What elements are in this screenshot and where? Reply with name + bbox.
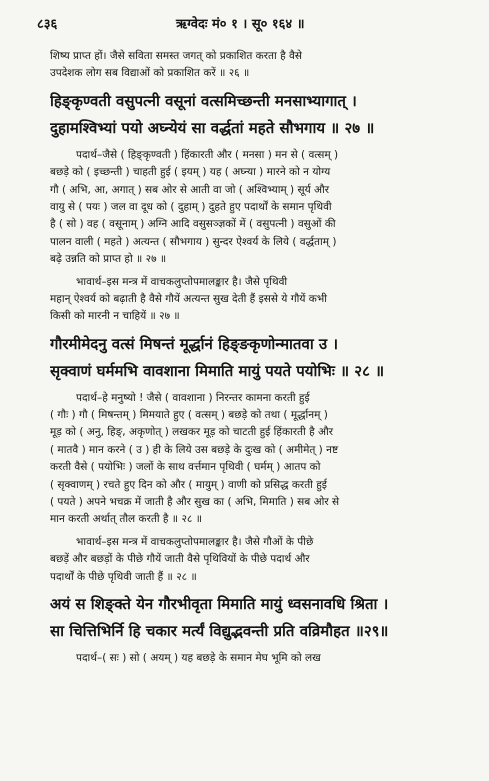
verse-line: गौरमीमेदनु वत्सं मिषन्तं मूर्द्धानं हिङ्ङकृणोन्मातवा उ ।: [50, 334, 339, 353]
text-line: महान् ऐश्वर्य को बढ़ाती है वैसे गौयें अत्यन्त सुख देती हैं इससे ये गौयें कभी: [50, 292, 327, 305]
text-line: ( गौः ) गौ ( मिषन्तम् ) मिमयाते हुए ( वत्सम् ) बछड़े को तथा ( मूर्द्धानम् ): [50, 409, 328, 422]
text-line: शिष्य प्राप्त हों। जैसे सविता समस्त जगत् को प्रकाशित करता है वैसे: [50, 50, 302, 62]
bhavartha-line: भावार्थ–इस मन्त्र में वाचकलुप्तोपमालङ्कार है। जैसे पृथिवी: [76, 275, 288, 288]
text-line: उपदेशक लोग सब विद्याओं को प्रकाशित करें ॥ २६ ॥: [50, 67, 250, 80]
text-line: बढ़े उन्नति को प्राप्त हो ॥ २७ ॥: [50, 253, 167, 266]
text-line: गौ ( अभि, आ, अगात् ) सब ओर से आती वा जो ( अश्विभ्याम् ) सूर्य और: [50, 183, 330, 196]
padartha-line: पदार्थ–जैसे ( हिङ्कृण्वती ) हिंकारती और ( मनसा ) मन से ( वत्सम् ): [76, 148, 339, 161]
running-title: ऋग्वेदः मं० १ । सू० १६४ ॥: [176, 17, 305, 32]
text-line: मूड़ को ( अनु, हिङ्, अकृणोत् ) लखकर मूड़ को चाटती हुई हिंकारती है और: [50, 426, 334, 439]
text-line: पदार्थों के पीछे पृथिवी जाती हैं ॥ २८ ॥: [50, 570, 197, 583]
page-body: [50, 48, 468, 667]
text-line: करती वैसे ( पयोभिः ) जलों के साथ वर्त्तमान पृथिवी ( घर्मम् ) आतप को: [50, 461, 321, 474]
text-line: किसी को मारनी न चाहियें ॥ २७ ॥: [50, 310, 180, 323]
text-line: है ( सो ) वह ( वसूनाम् ) अग्नि आदि वसुसञ्ज्ञकों में ( वसुपत्नी ) वसुओं की: [50, 218, 336, 231]
text-line: वायु से ( पयः ) जल वा दूध को ( दुहाम् ) दुहते हुए पदार्थों के समान पृथिवी: [50, 200, 332, 213]
page-header: [0, 0, 489, 32]
verse-line: सा चित्तिभिर्नि हि चकार मर्त्यं विद्युद्भवन्ती प्रति वव्रिमौहत ॥२९॥: [50, 621, 389, 640]
text-line: ( सृक्वाणम् ) रचते हुए दिन को और ( मायुम् ) वाणी को प्रसिद्ध करती हुई: [50, 478, 327, 491]
text-line: बछड़े को ( इच्छन्ती ) चाहती हुई ( इयम् ) यह ( अघ्न्या ) मारने को न योग्य: [50, 166, 331, 179]
bhavartha-line: भावार्थ–इस मन्त्र में वाचकलुप्तोपमालङ्कार है। जैसे गौओं के पीछे: [76, 535, 314, 548]
text-line: ( पयते ) अपने भचक्र में जाती है और सुख का ( अभि, मिमाति ) सब ओर से: [50, 496, 340, 509]
text-line: ( मातवै ) मान करने ( उ ) ही के लिये उस बछड़े के दुःख को ( अमीमेत् ) नष्ट: [50, 443, 339, 456]
text-line: मान करती अर्थात् तौल करती है ॥ २८ ॥: [50, 513, 202, 526]
padartha-line: पदार्थ–( सः ) सो ( अयम् ) यह बछड़े के समान मेघ भूमि को लख: [76, 651, 321, 664]
page-number: ८३६: [37, 17, 58, 32]
text-line: बछड़ें और बछड़ों के पीछे गौयें जाती वैसे पृथिवियों के पीछे पदार्थ और: [50, 553, 310, 566]
padartha-line: पदार्थ–हे मनुष्यो ! जैसे ( वावशाना ) निरन्तर कामना करती हुई: [76, 391, 310, 404]
verse-line: अयं स शिङ्क्ते येन गौरभीवृता मिमाति मायुं ध्वसनावधि श्रिता ।: [50, 594, 389, 613]
text-line: पालन वाली ( महते ) अत्यन्त ( सौभगाय ) सुन्दर ऐश्वर्य के लिये ( वर्द्धताम् ): [50, 235, 337, 248]
verse-line: सृक्वाणं घर्ममभि वावशाना मिमाति मायुं पयते पयोभिः ॥ २८ ॥: [50, 361, 385, 380]
verse-line: हिङ्कृण्वती वसुपत्नी वसूनां वत्समिच्छन्ती मनसाभ्यागात् ।: [50, 91, 357, 110]
verse-line: दुहामश्विभ्यां पयो अघ्न्येयं सा वर्द्धतां महते सौभगाय ॥ २७ ॥: [50, 118, 375, 137]
